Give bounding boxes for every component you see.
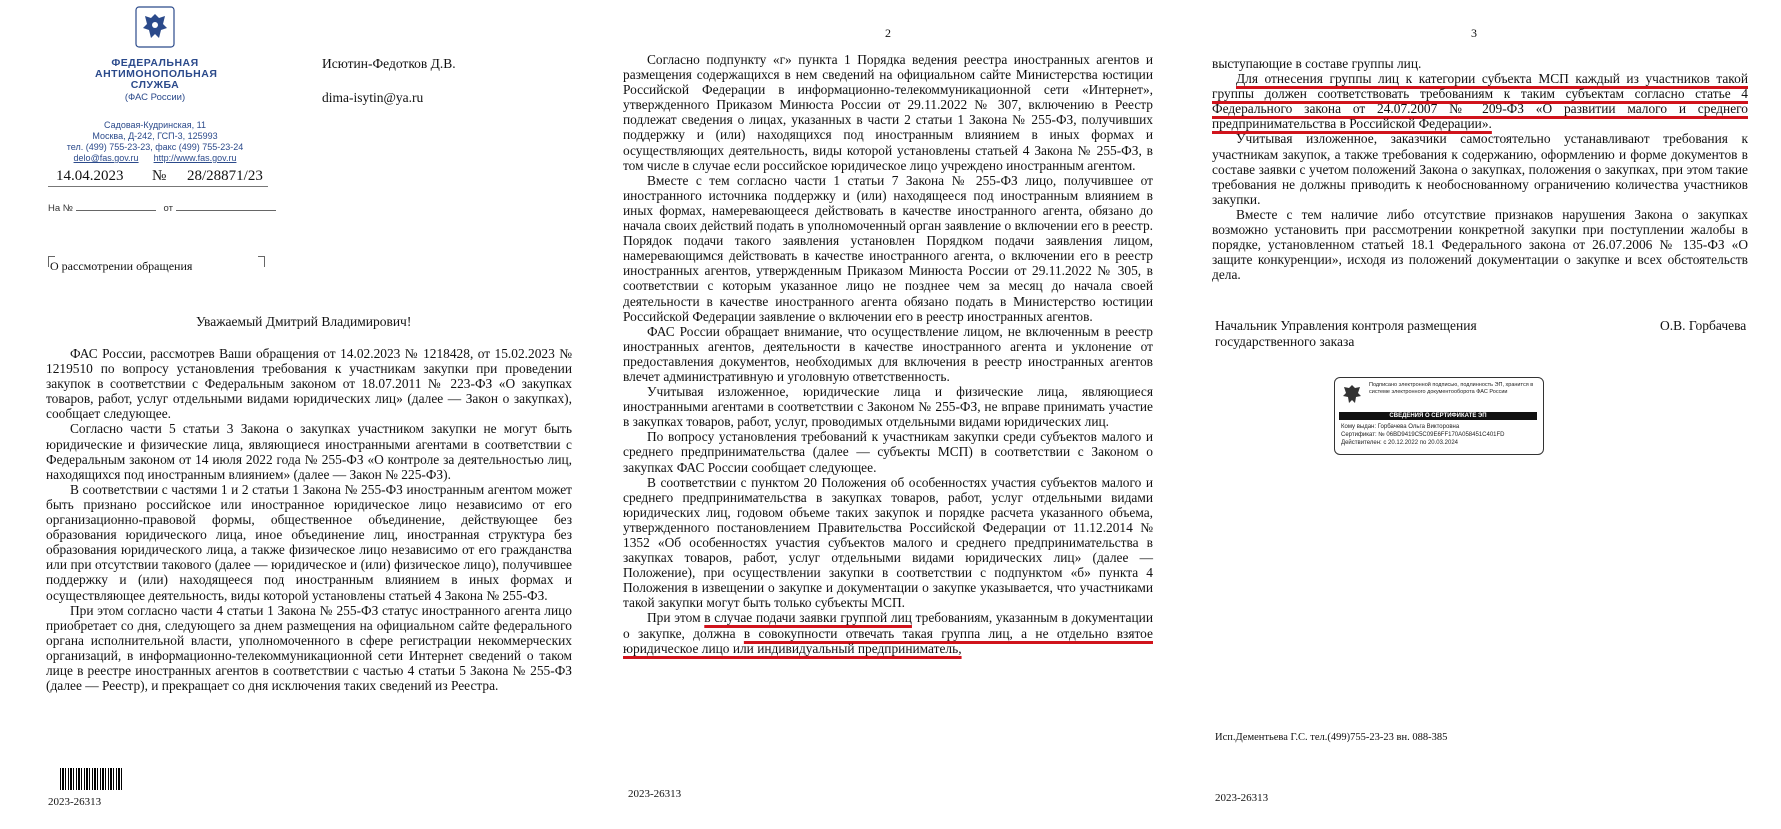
footer-code: 2023-26313 — [48, 796, 102, 808]
red-underline-text: в случае подачи заявки группой лиц — [704, 610, 912, 626]
from-label: от — [163, 203, 173, 214]
address-line: Москва, Д-242, ГСП-3, 125993 — [92, 131, 218, 141]
letter-date: 14.04.2023 — [56, 168, 124, 184]
from-blank — [176, 210, 276, 211]
address-line: тел. (499) 755-23-23, факс (499) 755-23-24 — [66, 142, 244, 152]
red-underline-text: Для отнесения группы лиц к категории субъекта МСП каждый из участников такой группы должен соответствовать требованиям к таким субъектам согласно статье 4 Федерального закона от 24.07.2007 № 209-ФЗ «О развитии малого и среднего предпринимательства в Российской Федерации». — [1212, 71, 1748, 132]
corner-mark — [258, 256, 265, 267]
text-run: требованиям, указанным в документации о закупке, должна — [623, 610, 1154, 641]
stamp-header: Подписано электронной подписью, подлинность ЭП, хранится в системе электронного документооборота ФАС России — [1369, 382, 1534, 395]
emblem-icon — [1340, 383, 1364, 409]
footer-code: 2023-26313 — [1215, 792, 1269, 804]
salutation: Уважаемый Дмитрий Владимирович! — [196, 314, 412, 329]
page-3 — [1190, 0, 1781, 829]
body-paragraph: По вопросу установления требований к участникам закупки среди субъектов малого и среднего предпринимательства (далее — субъекты МСП) в соответствии с Законом о закупках ФАС России сообщает следующее. — [623, 429, 1153, 475]
page-2 — [600, 0, 1180, 829]
ref-label: На № — [48, 203, 73, 214]
body-paragraph: В соответствии с частями 1 и 2 статьи 1 Закона № 255-ФЗ иностранным агентом может быть признано российское или иностранное юридическое лицо независимо от его организационно-правовой формы, общественное объединение, действующее без образования юридического лица, иное объединение лиц, иностранная структура без образования юридического лица, а также физическое лицо независимо от его гражданства или при отсутствии такового (далее — юридическое и (или) физическое лицо), получившее поддержку и (или) находящееся под иностранным влиянием в иных формах и осуществляющее деятельность, виды которой установлены статьей 4 Закона № 255-ФЗ. — [46, 481, 572, 603]
stamp-certificate: Сертификат: № 06BD9419C5C09E6FF170A058451C401FD — [1341, 432, 1505, 438]
emblem-icon — [135, 6, 175, 48]
stamp-validity: Действителен: с 20.12.2022 по 20.03.2024 — [1341, 440, 1458, 446]
page-number: 3 — [1471, 26, 1477, 40]
recipient-name: Исютин-Федотков Д.В. — [322, 56, 456, 71]
page-number: 2 — [885, 26, 891, 40]
letter-number: 28/28871/23 — [187, 168, 263, 184]
text-run: При этом — [647, 610, 705, 626]
agency-name — [95, 57, 218, 91]
body-paragraph: Согласно части 5 статьи 3 Закона о закупках участником закупки не могут быть юридические и физические лица, являющиеся иностранными агентами в соответствии с Федеральным законом от 14 июля 2022 года № 255-ФЗ «О контроле за деятельностью лиц, находящихся под иностранным влиянием» (далее — Закон № 225-ФЗ). — [46, 421, 572, 482]
body-paragraph: Учитывая изложенное, заказчики самостоятельно устанавливают требования к участникам закупок, а также требования к содержанию, оформлению и форме документов в составе заявки с учетом положений Закона о закупках, положения о закупках, при этом такие требования не должны приводить к необоснованному ограничению количества участников закупки. — [1212, 131, 1748, 207]
agency-line: СЛУЖБА — [130, 79, 180, 91]
page-1 — [0, 0, 590, 829]
page3-body — [1212, 56, 1748, 282]
body-paragraph: ФАС России, рассмотрев Ваши обращения от 14.02.2023 № 1218428, от 15.02.2023 № 1219510 по вопросу установления требования к участникам закупки при проведении закупок в соответствии с Федеральным законом от 18.07.2011 № 223-ФЗ «О закупках товаров, работ, услуг отдельными видами юридических лиц» (далее — Закон о закупках), сообщает следующее. — [46, 346, 572, 422]
executor-info: Исп.Дементьева Г.С. тел.(499)755-23-23 вн. 088-385 — [1215, 732, 1448, 743]
body-line: выступающие в составе группы лиц. — [1212, 56, 1422, 71]
signer-name: О.В. Горбачева — [1660, 318, 1747, 333]
stamp-issued-to: Кому выдан: Горбачева Ольга Викторовна — [1341, 424, 1460, 430]
agency-short: (ФАС России) — [124, 92, 186, 103]
body-paragraph-highlighted — [1212, 71, 1748, 131]
subject-line: О рассмотрении обращения — [50, 259, 193, 273]
date-underline — [48, 186, 268, 187]
body-paragraph: В соответствии с пунктом 20 Положения об особенностях участия субъектов малого и среднего предпринимательства в закупках товаров, работ, услуг отдельными видами юридических лиц, годовом объеме таких закупок и порядке расчета указанного объема, утвержденного постановлением Правительства Российской Федерации от 11.12.2014 № 1352 «Об особенностях участия субъектов малого и среднего предпринимательства в закупках товаров, работ, услуг отдельными видами юридических лиц» (далее — Положение), при осуществлении закупки в соответствии с подпунктом «б» пункта 4 Положения в извещении о закупке и документации о закупке указывается, что участниками такой закупки могут быть только субъекты МСП. — [623, 474, 1153, 611]
body-paragraph: Вместе с тем наличие либо отсутствие признаков нарушения Закона о закупках возможно установить при рассмотрении конкретной закупки при поступлении жалобы в порядке, установленном статьей 18.1 Федерального закона от 26.07.2006 № 135-ФЗ «О защите конкуренции», исходя из положений документации о закупке и всех обстоятельств дела. — [1212, 206, 1748, 283]
red-underline-text: в совокупности отвечать такая группа лиц, а не отдельно взятое юридическое лицо или индивидуальный предприниматель, — [623, 625, 1153, 656]
page1-body — [46, 346, 572, 693]
body-paragraph-highlighted — [623, 610, 1153, 655]
ref-field — [48, 203, 276, 214]
agency-email-link[interactable]: delo@fas.gov.ru — [73, 153, 139, 163]
page2-body — [623, 52, 1153, 656]
agency-line: АНТИМОНОПОЛЬНАЯ — [95, 68, 218, 80]
stamp-title: СВЕДЕНИЯ О СЕРТИФИКАТЕ ЭП — [1339, 412, 1537, 420]
number-label: № — [152, 168, 167, 184]
footer-code: 2023-26313 — [628, 788, 682, 800]
agency-line: ФЕДЕРАЛЬНАЯ — [111, 57, 199, 69]
body-paragraph: Согласно подпункту «г» пункта 1 Порядка ведения реестра иностранных агентов и размещения содержащихся в нем сведений на официальном сайте Министерства юстиции Российской Федерации в информационно-телекоммуникационной сети «Интернет», утвержденного Приказом Минюста России от 29.11.2022 № 307, включению в Реестр подлежат сведения о лицах, указанных в части 2 статьи 1 Закона № 255-ФЗ, получивших поддержку и (или) находящихся под иностранным влиянием в иных формах и осуществляющих деятельность, виды которой установлены статьей 4 Закона № 255-ФЗ, в том числе в случае если российское юридическое лицо учреждено иностранным агентом. — [623, 52, 1153, 173]
agency-address — [40, 120, 270, 164]
agency-website-link[interactable]: http://www.fas.gov.ru — [153, 153, 237, 163]
e-signature-stamp — [1334, 377, 1544, 455]
body-paragraph: Вместе с тем согласно части 1 статьи 7 Закона № 255-ФЗ лицо, получившее от иностранного источника поддержку и (или) находящееся под иностранным влиянием в иных формах, намеревающееся действовать в качестве иностранного агента, обязано до начала своих действий подать в уполномоченный орган заявление о включении его в реестр. Порядок подачи такого заявления установлен Порядком подачи заявления лицом, намеревающимся действовать в качестве иностранного агента, о включении его в реестр иностранных агентов, утвержденным Приказом Минюста России от 29.11.2022 № 305, в соответствии с которым указанное лицо не позднее чем за месяц до начала своей деятельности в качестве иностранного агента обязано подать в Министерство юстиции Российской Федерации заявление о включении его в реестр иностранных агентов. — [623, 172, 1153, 324]
body-paragraph: ФАС России обращает внимание, что осуществление лицом, не включенным в реестр иностранных агентов, деятельности в качестве иностранного агента и уклонение от предоставления документов, необходимых для включения в реестр иностранных агентов влечет административную и уголовную ответственность. — [623, 323, 1153, 384]
barcode — [60, 768, 124, 790]
ref-blank — [76, 210, 156, 211]
body-paragraph: Учитывая изложенное, юридические лица и физические лица, являющиеся иностранными агентами в соответствии с Законом № 255-ФЗ, не вправе принимать участие в закупках товаров, работ, услуг, проводимых отдельными видами юридических лиц. — [623, 384, 1153, 430]
signer-title-line: государственного заказа — [1215, 334, 1355, 349]
signer-title-line: Начальник Управления контроля размещения — [1215, 318, 1477, 333]
recipient-email: dima-isytin@ya.ru — [322, 90, 424, 105]
body-paragraph: При этом согласно части 4 статьи 1 Закона № 255-ФЗ статус иностранного агента лицо приобретает со дня, следующего за днем размещения на официальном сайте федерального органа исполнительной власти, уполномоченного в сфере регистрации некоммерческих организаций, в информационно-телекоммуникационной сети Интернет сведений о таком лице в реестре иностранных агентов в соответствии с частью 4 статьи 5 Закона № 255-ФЗ (далее — Реестр), и прекращает со дня исключения таких сведений из Реестра. — [46, 602, 572, 694]
address-line: Садовая-Кудринская, 11 — [104, 120, 206, 130]
signer-title — [1215, 318, 1477, 350]
stamp-details — [1341, 423, 1539, 447]
